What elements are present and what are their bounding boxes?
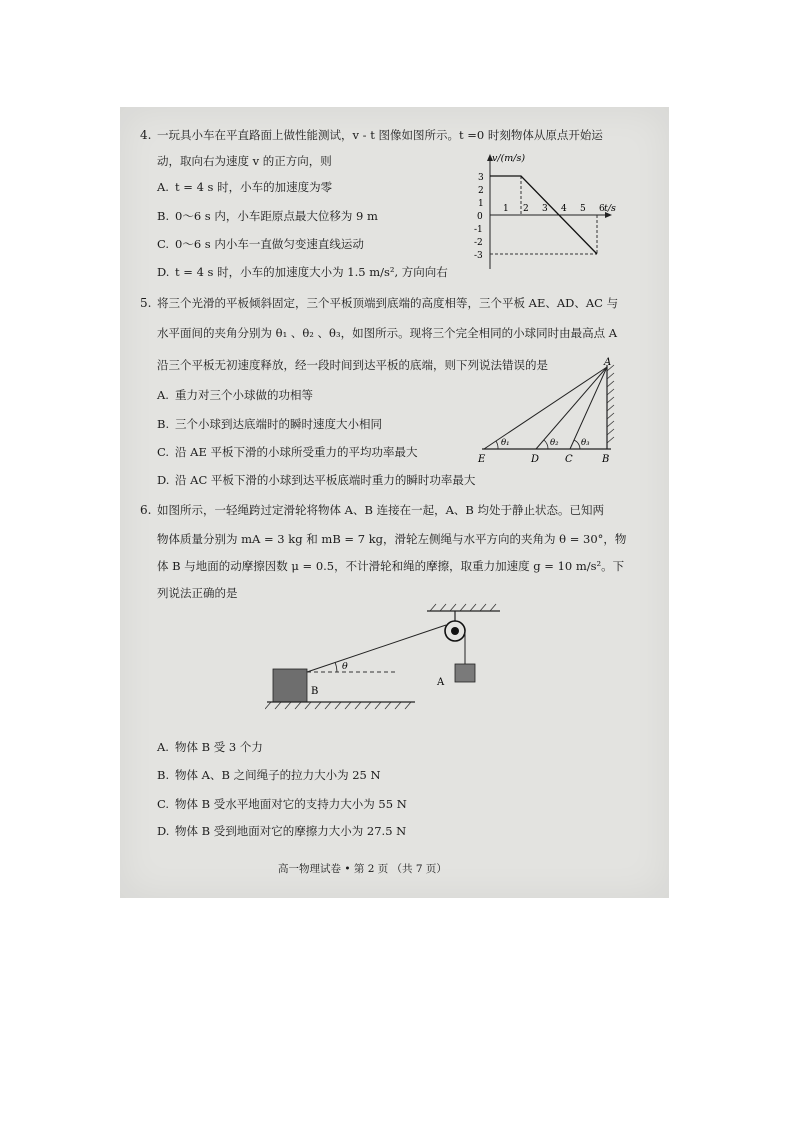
q5-label-theta1: θ₁: [501, 438, 510, 448]
q4-ytick-2: 2: [478, 186, 484, 196]
q4-option-c-text: 0～6 s 内小车一直做匀变速直线运动: [175, 237, 364, 251]
q5-option-a-letter: A.: [157, 388, 169, 402]
q4-vt-graph: [448, 151, 618, 271]
q6-option-a-letter: A.: [157, 740, 169, 754]
q4-xtick-3: 3: [542, 204, 548, 214]
q6-option-a-text: 物体 B 受 3 个力: [175, 740, 263, 754]
page-footer: 高一物理试卷 • 第 2 页 （共 7 页）: [278, 863, 447, 875]
q4-option-d-letter: D.: [157, 265, 170, 279]
q6-label-B: B: [311, 686, 319, 697]
q5-label-D: D: [531, 454, 540, 465]
q5-inclined-planes-figure: [476, 357, 636, 469]
q6-option-d-letter: D.: [157, 824, 170, 838]
q6-ceiling-hatch: [430, 604, 496, 611]
q5-label-B: B: [602, 454, 610, 465]
q6-label-theta: θ: [342, 661, 348, 672]
q4-option-b-letter: B.: [157, 209, 170, 223]
q6-stem-line1: 如图所示，一轻绳跨过定滑轮将物体 A、B 连接在一起，A、B 均处于静止状态。已知两: [157, 503, 604, 517]
q4-option-a-text: t = 4 s 时，小车的加速度为零: [175, 180, 333, 194]
q4-graph-ylabel: v/(m/s): [492, 153, 526, 164]
q4-ytick-1: 1: [478, 199, 484, 209]
q4-xtick-4: 4: [561, 204, 567, 214]
q6-pulley-figure: [265, 597, 505, 717]
q4-ytick-minus1: -1: [474, 225, 483, 235]
q4-option-b-text: 0～6 s 内，小车距原点最大位移为 9 m: [175, 209, 378, 223]
q5-option-c-letter: C.: [157, 445, 170, 459]
q5-option-b-letter: B.: [157, 417, 170, 431]
q6-option-d-text: 物体 B 受到地面对它的摩擦力大小为 27.5 N: [175, 824, 407, 838]
q4-stem-line2: 动，取向右为速度 v 的正方向，则: [157, 154, 332, 168]
q4-option-c-letter: C.: [157, 237, 170, 251]
q4-xtick-5: 5: [580, 204, 586, 214]
q5-option-d-text: 沿 AC 平板下滑的小球到达平板底端时重力的瞬时功率最大: [175, 473, 476, 487]
q6-number: 6.: [140, 503, 152, 517]
q6-option-c-text: 物体 B 受水平地面对它的支持力大小为 55 N: [175, 797, 407, 811]
q4-ytick-minus3: -3: [474, 251, 483, 261]
q4-graph-xlabel: t/s: [604, 203, 616, 214]
q5-arc-theta2: [544, 440, 548, 449]
q4-ytick-minus2: -2: [474, 238, 483, 248]
q4-option-a-letter: A.: [157, 180, 169, 194]
q5-option-b-text: 三个小球到达底端时的瞬时速度大小相同: [175, 417, 382, 431]
q4-xtick-6: 6: [599, 204, 605, 214]
q6-stem-line4: 列说法正确的是: [157, 586, 238, 600]
q5-option-c-text: 沿 AE 平板下滑的小球所受重力的平均功率最大: [175, 445, 418, 459]
q5-wall-hatch: [607, 365, 614, 443]
q6-stem-line3: 体 B 与地面的动摩擦因数 μ = 0.5，不计滑轮和绳的摩擦，取重力加速度 g = 10 m/s²。下: [157, 559, 625, 573]
q6-stem-line2: 物体质量分别为 mA = 3 kg 和 mB = 7 kg，滑轮左侧绳与水平方向的夹角为 θ = 30°，物: [157, 532, 627, 546]
q6-ground-hatch: [265, 702, 411, 709]
exam-page: [120, 107, 669, 898]
q4-ytick-3: 3: [478, 173, 484, 183]
q4-xtick-2: 2: [523, 204, 529, 214]
q5-label-A: A: [604, 357, 612, 368]
q5-arc-theta1: [496, 441, 498, 449]
q6-angle-arc: [335, 662, 337, 672]
q5-plane-AD: [536, 367, 607, 449]
q5-label-theta3: θ₃: [581, 438, 590, 448]
q6-block-B: [273, 669, 307, 702]
q6-rope-to-B: [307, 625, 446, 672]
q5-stem-line3: 沿三个平板无初速度释放，经一段时间到达平板的底端，则下列说法错误的是: [157, 358, 548, 372]
q5-label-C: C: [565, 454, 573, 465]
q5-label-E: E: [478, 454, 486, 465]
q4-stem-line1: 一玩具小车在平直路面上做性能测试，v - t 图像如图所示。t =0 时刻物体从原点开始运: [157, 128, 603, 142]
q5-arc-theta3: [574, 440, 580, 449]
q6-option-b-letter: B.: [157, 768, 170, 782]
q5-stem-line1: 将三个光滑的平板倾斜固定，三个平板顶端到底端的高度相等，三个平板 AE、AD、AC 与: [157, 296, 619, 310]
q6-pulley-axle: [451, 627, 459, 635]
q4-xtick-1: 1: [503, 204, 509, 214]
q5-number: 5.: [140, 296, 152, 310]
q6-block-A: [455, 664, 475, 682]
q5-option-d-letter: D.: [157, 473, 170, 487]
q6-label-A: A: [437, 677, 445, 688]
q6-option-b-text: 物体 A、B 之间绳子的拉力大小为 25 N: [175, 768, 381, 782]
q5-stem-line2: 水平面间的夹角分别为 θ₁ 、θ₂ 、θ₃，如图所示。现将三个完全相同的小球同时由最高点 A: [157, 326, 618, 340]
q4-graph-origin: 0: [477, 212, 483, 222]
q6-option-c-letter: C.: [157, 797, 170, 811]
q5-option-a-text: 重力对三个小球做的功相等: [175, 388, 313, 402]
q5-label-theta2: θ₂: [550, 438, 559, 448]
q4-option-d-text: t = 4 s 时，小车的加速度大小为 1.5 m/s², 方向向右: [175, 265, 448, 279]
q4-number: 4.: [140, 128, 152, 142]
